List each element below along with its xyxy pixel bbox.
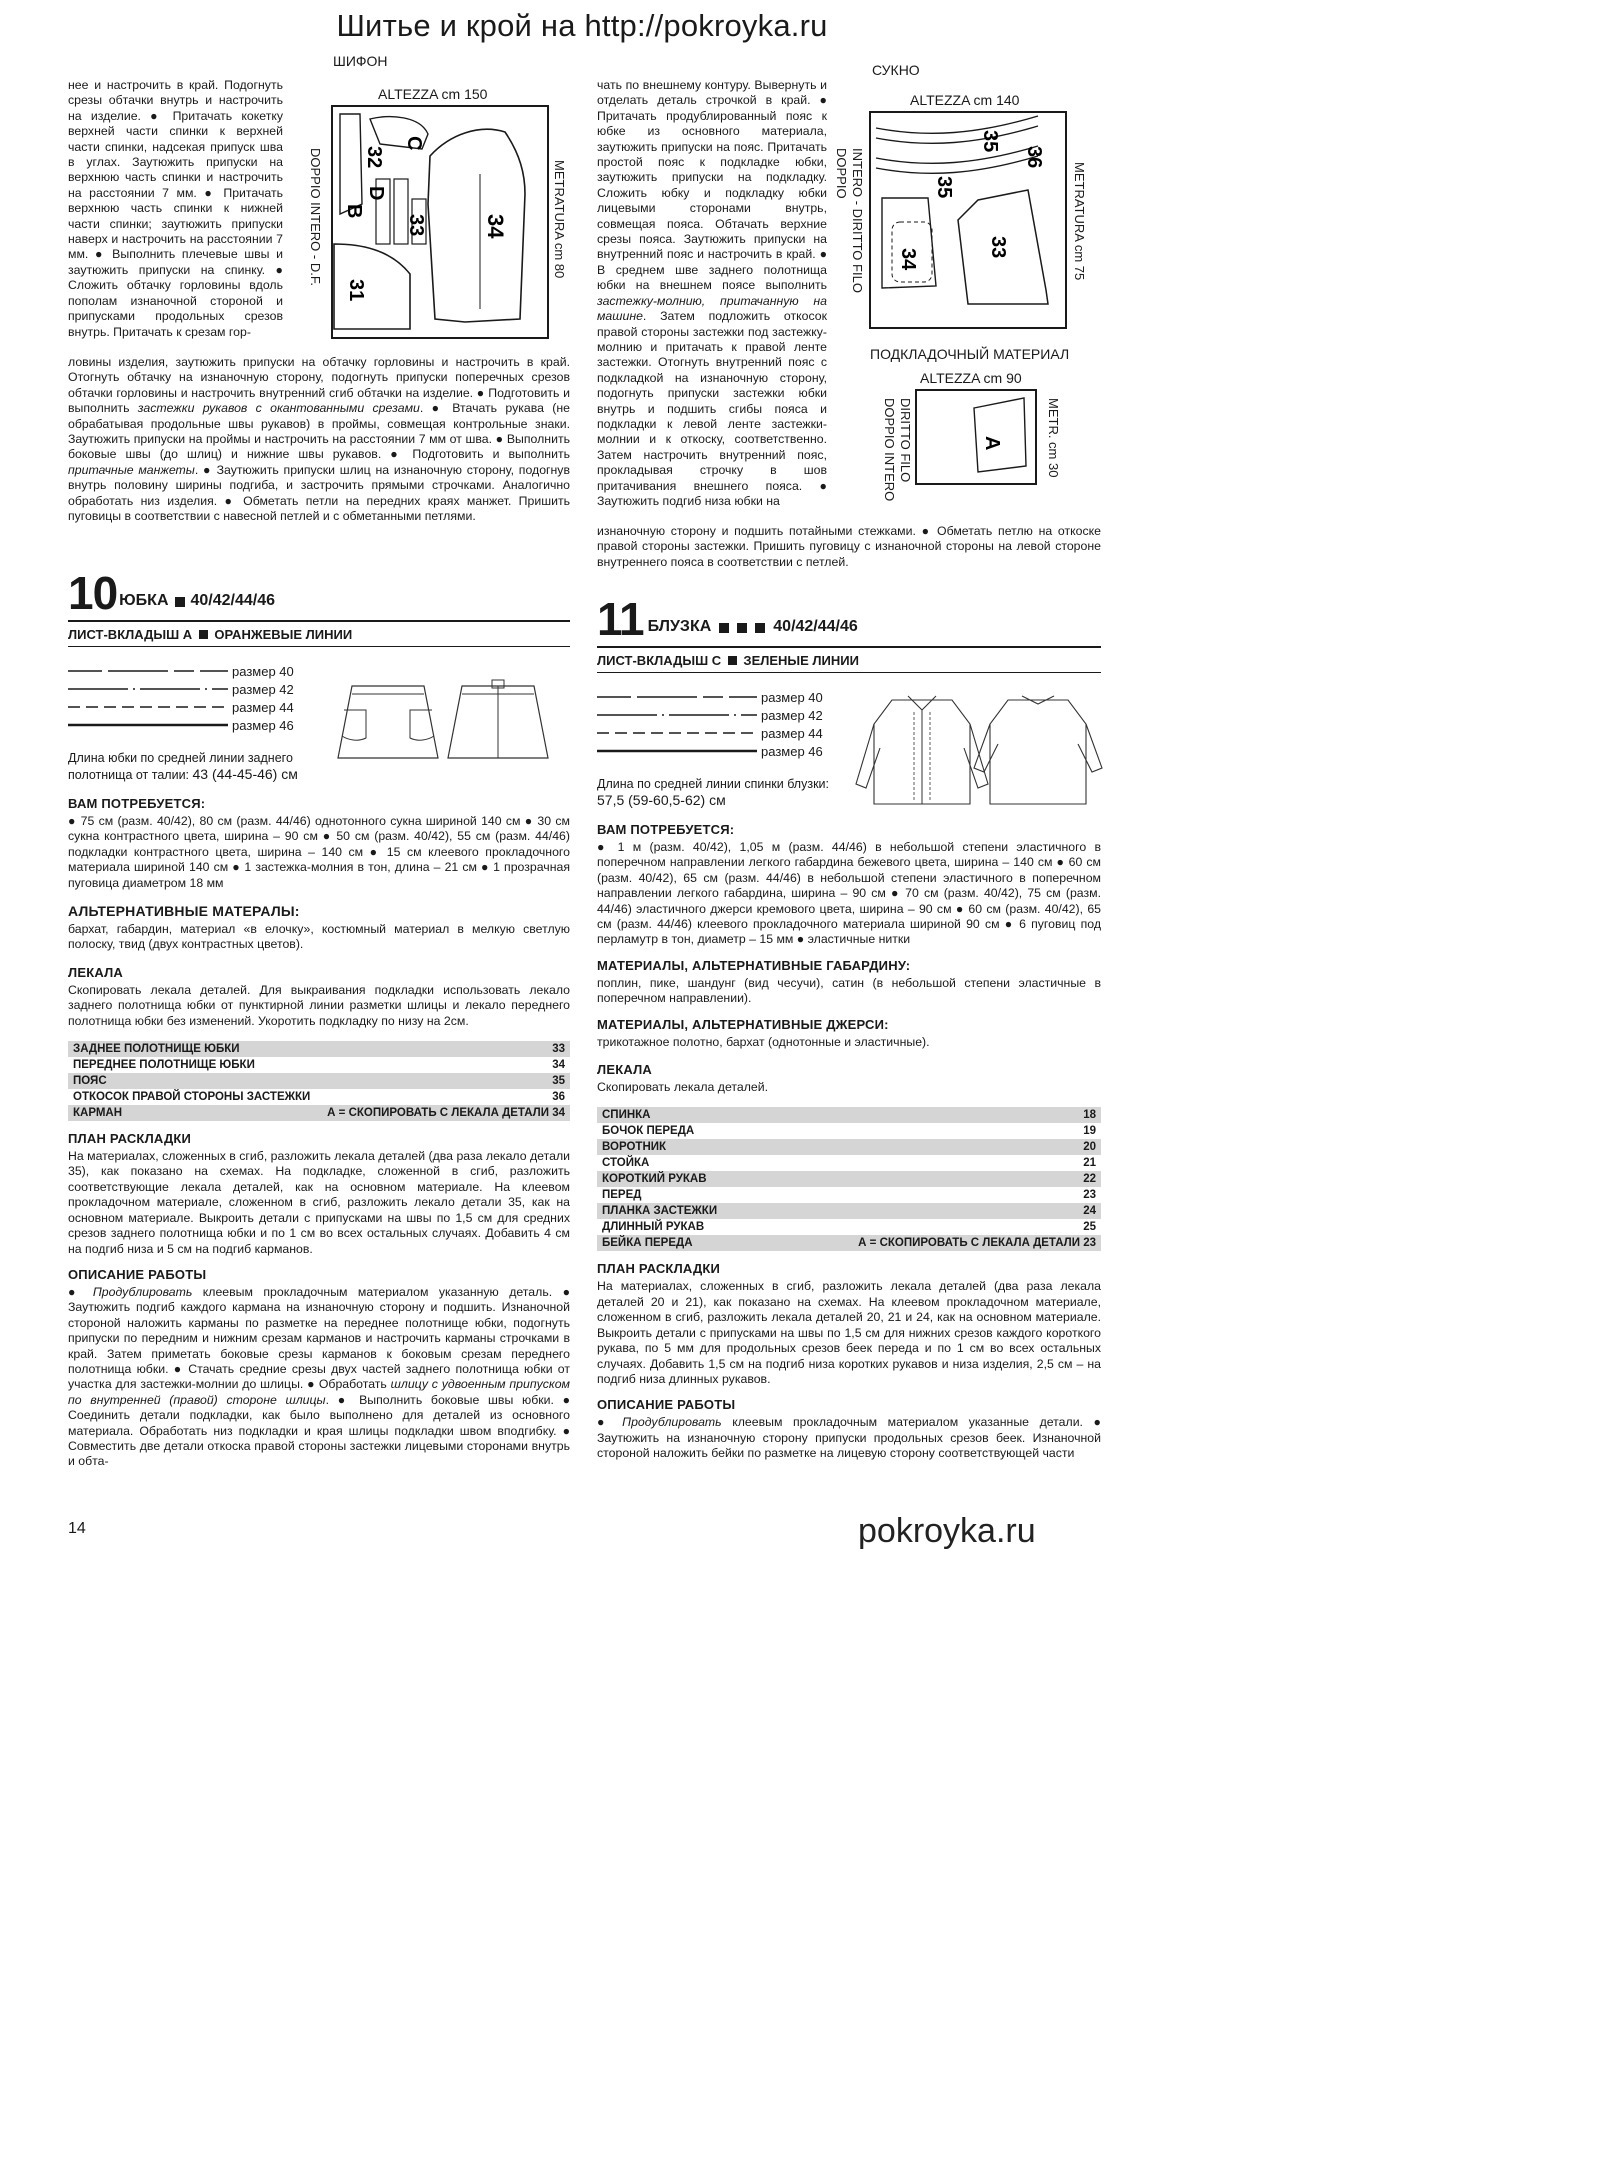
model10-need-text: ● 75 см (разм. 40/42), 80 см (разм. 44/46) однотонного сукна шириной 140 см ● 30 см сукна контрастного цвета, ширина – 90 см ● 50 см (разм. 40/42), 55 см (разм. 44/46) подкладки контрастного цвета, ширина – 140 см ● 15 см клеевого прокладочного материала шириной 140 см ● 1 застежка-молния в тон, длина – 21 см ● 1 прозрачная пуговица диаметром 18 мм [68,814,570,890]
model11-difficulty-square [737,623,747,633]
size-legend-row [68,698,294,716]
table-row [597,1235,1101,1251]
model10-size-legend [68,662,294,734]
model11-patterns-text: Скопировать лекала деталей. [597,1080,769,1095]
italic-term: застежку-молнию, притачанную на машине [597,293,827,324]
model11-rule-top [597,646,1101,648]
prev-text-right-wide: изнаночную сторону и подшить потайными стежками. ● Обметать петлю на откоске правой стороны застежки. Пришить пуговицу с изнаночной стороны на левой стороне внутреннего пояса в соответствии с петлей. [597,524,1101,569]
model11-need-text: ● 1 м (разм. 40/42), 1,05 м (разм. 44/46) в небольшой степени эластичного в поперечном направлении легкого габардина бежевого цвета, ширина – 140 см ● 60 см (разм. 40/42), 65 см (разм. 44/46) в небольшой степени эластичного в поперечном направлении легкого габардина, ширина – 90 см ● 70 см (разм. 40/42), 75 см (разм. 44/46) эластичного джерси кремового цвета, ширина – 90 см ● 60 см (разм. 40/42), 65 см (разм. 44/46) клеевого прокладочного материала шириной 90 см ● 6 пуговиц под перламутр в тон, диаметр – 15 мм ● эластичные нитки [597,840,1101,947]
lining-fold-label-1: DOPPIO INTERO [882,398,897,502]
model10-alt-text: бархат, габардин, материал «в елочку», костюмный материал в мелкую светлую полоску, твид (двух контрастных цветов). [68,922,570,952]
part-name: ПЛАНКА ЗАСТЕЖКИ [597,1203,766,1219]
model11-work-text: ● Продублировать клеевым прокладочным материалом указанные детали. ● Заутюжить на изнаночную сторону припуски продольных срезов беек. Изнаночной стороной наложить бейки по разметке на лицевую сторону соответствующей части [597,1415,1101,1461]
lining-layout-diagram [914,388,1042,488]
model11-layout-title: ПЛАН РАСКЛАДКИ [597,1261,721,1277]
model11-sizes-header: 40/42/44/46 [773,618,858,635]
chiffon-piece-32: 32 [363,146,385,169]
table-row [68,1041,570,1057]
model10-requirements [68,796,570,1470]
model11-sheet-name: ЛИСТ-ВКЛАДЫШ С [597,653,722,668]
part-number: А = СКОПИРОВАТЬ С ЛЕКАЛА ДЕТАЛИ 34 [319,1105,570,1121]
model11-work-title: ОПИСАНИЕ РАБОТЫ [597,1397,736,1413]
cloth-width-label: ALTEZZA cm 140 [910,92,1020,108]
prev-text-right: чать по внешнему контуру. Вывернуть и отделать деталь строчкой в край. ● Притачать продублированный пояс к юбке из основного материала, заутюжить припуски на пояс. Притачать простой пояс к подкладке юбки, заутюжить припуски на подкладку. Сложить юбку и подкладку юбки лицевыми сторонами внутрь, совмещая пояса. Обтачать верхние срезы пояса. Заутюжить припуски на внутренний пояс и настрочить в край. ● В среднем шве заднего полотнища юбки на внешнем поясе выполнить застежку-молнию, притачанную на машине. Затем подложить откосок правой стороны застежки под застежку-молнию и притачать к правой ленте застежки. Отогнуть внутренний пояс с подкладкой на изнаночную сторону, подогнуть припуски застежки юбки внутрь и подшить сгибы пояса и подкладки к левой ленте застежки-молнии и к откоску, соответственно. Затем настрочить внутренний пояс, прокладывая строчку в шов притачивания внешнего пояса. ● Заутюжить подгиб низа юбки на [597,78,827,508]
cloth-fold-label-1: DOPPIO [834,148,849,199]
part-number: 23 [766,1187,1101,1203]
part-name: ДЛИННЫЙ РУКАВ [597,1219,766,1235]
size-label: размер 46 [761,743,823,759]
model11-sheet-color: ЗЕЛЕНЫЕ ЛИНИИ [743,653,859,668]
model11-requirements [597,822,1101,1462]
cloth-piece-35b: 35 [933,176,955,199]
part-number: 33 [319,1041,570,1057]
model11-alt2-text: трикотажное полотно, бархат (однотонные и эластичные). [597,1034,930,1049]
lining-piece-a: A [981,436,1003,451]
model11-difficulty-square [755,623,765,633]
cloth-layout-diagram [868,110,1068,332]
model11-sheet-line [597,653,859,668]
size-line-40 [597,694,759,700]
model10-sizes-header: 40/42/44/46 [190,592,276,609]
model10-layout-title: ПЛАН РАСКЛАДКИ [68,1131,192,1147]
blouse-sketch [852,688,1104,814]
chiffon-width-label: ALTEZZA cm 150 [378,86,488,102]
size-legend-row [597,688,823,706]
size-label: размер 44 [761,725,823,741]
site-header: Шитье и крой на http://pokroyka.ru [336,8,828,43]
size-line-46 [68,722,230,728]
table-row [597,1123,1101,1139]
italic-term: притачные манжеты [68,462,195,477]
part-name: КОРОТКИЙ РУКАВ [597,1171,766,1187]
model10-work-title: ОПИСАНИЕ РАБОТЫ [68,1266,207,1282]
size-line-42 [597,712,759,718]
part-number: 20 [766,1139,1101,1155]
model11-alt1-text: поплин, пике, шандунг (вид чесучи), сатин (в небольшой степени эластичные в поперечном направлении). [597,975,1101,1006]
size-legend-row [597,706,823,724]
size-line-42 [68,686,230,692]
part-name: ПОЯС [68,1073,319,1089]
model11-difficulty-square [719,623,729,633]
chiffon-piece-d: D [365,186,387,201]
model11-rule-sub [597,672,1101,673]
model10-alt-title: АЛЬТЕРНАТИВНЫЕ МАТЕРАЛЫ: [68,903,300,920]
part-name: ПЕРЕД [597,1187,766,1203]
model11-title: БЛУЗКА [647,618,712,635]
model10-difficulty-square [175,597,185,607]
model10-patterns-text: Скопировать лекала деталей. Для выкраивания подкладки использовать лекало заднего полотнища юбки от пунктирной линии разметки шлицы и лекало переднего полотнища юбки без изменений. Укоротить подкладку по низу на 2см. [68,982,570,1028]
size-legend-row [597,724,823,742]
model10-layout-text: На материалах, сложенных в сгиб, разложить лекала деталей (два раза лекало детали 35), как показано на схемах. На подкладке, сложенной в сгиб, разложить соответствующие лекала деталей, как на основном материале. На клеевом прокладочном материале, сложенном в сгиб, разложить лекало детали 35, как на основном материале. Выкроить детали с припусками на швы по 1,5 см для средних срезов заднего полотнища юбки и по 1 см во всех остальных случаях. Добавить 4 см на подгиб низа и 5 см на подгиб карманов. [68,1149,570,1256]
model10-rule-sub [68,646,570,647]
part-name: КАРМАН [68,1105,319,1121]
chiffon-title: ШИФОН [333,53,388,69]
chiffon-length-label: METRATURA cm 80 [552,160,567,279]
italic-term: Продублировать [622,1415,722,1430]
part-number: 19 [766,1123,1101,1139]
model10-number: 10 [68,567,118,619]
size-label: размер 44 [232,699,294,715]
model11-sheet-square [728,656,737,665]
model11-size-legend [597,688,823,760]
size-line-40 [68,668,230,674]
part-name: СТОЙКА [597,1155,766,1171]
lining-length-label: METR. cm 30 [1046,398,1061,478]
table-row [597,1139,1101,1155]
italic-term: шлицу с удвоенным припуском по внутренней (правой) стороне шлицы [68,1377,570,1407]
size-legend-row [68,662,294,680]
chiffon-piece-34: 34 [483,214,508,239]
model11-length-value: 57,5 (59-60,5-62) см [597,792,726,808]
chiffon-layout-diagram [330,104,550,344]
size-label: размер 40 [761,689,823,705]
model10-length-value: 43 (44-45-46) см [192,766,298,782]
footer-site: pokroyka.ru [858,1512,1036,1550]
part-number: 35 [319,1073,570,1089]
lining-fold-label-2: DIRITTO FILO [898,398,913,483]
table-row [68,1057,570,1073]
chiffon-piece-33: 33 [405,214,427,237]
model11-length-text: Длина по средней линии спинки блузки: [597,777,829,791]
table-row [597,1187,1101,1203]
model10-sheet-color: ОРАНЖЕВЫЕ ЛИНИИ [214,627,353,642]
part-number: 25 [766,1219,1101,1235]
model11-need-title: ВАМ ПОТРЕБУЕТСЯ: [597,822,735,837]
part-name: ПЕРЕДНЕЕ ПОЛОТНИЩЕ ЮБКИ [68,1057,319,1073]
part-name: БОЧОК ПЕРЕДА [597,1123,766,1139]
table-row [597,1155,1101,1171]
size-legend-row [597,742,823,760]
model10-length [68,750,328,783]
chiffon-piece-31: 31 [345,279,367,302]
cloth-fold-label-2: INTERO - DIRITTO FILO [850,148,865,293]
model11-number: 11 [597,593,644,645]
part-number: 34 [319,1057,570,1073]
part-number: 24 [766,1203,1101,1219]
model10-work-text: ● Продублировать клеевым прокладочным материалом указанную деталь. ● Заутюжить подгиб каждого кармана на изнаночную сторону и подшить. Изнаночной стороной наложить карманы по разметке на переднее полотнище юбки, подогнуть припуски по передним и нижним срезам карманов и настрочить карманы строчками в край. Затем приметать боковые срезы карманов к боковым срезам переднего полотнища юбки. ● Стачать средние срезы двух частей заднего полотнища юбки от участка для застежки-молнии до шлицы. ● Обработать шлицу с удвоенным припуском по внутренней (правой) стороне шлицы. ● Выполнить боковые швы юбки. ● Соединить детали подкладки, как было выполнено для деталей из основного материала. Обработать низ подкладки и края шлицы подкладки швом вподгибку. ● Совместить две детали откоска правой стороны застежки лицевыми сторонами внутрь и обта- [68,1284,571,1469]
table-row [597,1171,1101,1187]
prev-text-wide: ловины изделия, заутюжить припуски на обтачку горловины и настрочить в край. Отогнуть обтачку на изнаночную сторону, подогнуть припуски поперечных срезов обтачки горловины и настрочить внутренний сгиб обтачки на изделие. ● Подготовить и выполнить застежки рукавов с окантованными срезами. ● Втачать рукава (не обрабатывая продольные швы рукавов) в проймы, совмещая контрольные знаки. Заутюжить припуски на проймы и настрочить на расстоянии 7 мм от шва. ● Выполнить боковые швы (до шлиц) и нижние швы рукавов. ● Подготовить и выполнить притачные манжеты. ● Заутюжить припуски шлиц на изнаночную сторону, подогнув внутрь половину ширины подгиба, и застрочить прямыми строчками. Аналогично обработать низ изделия. ● Обметать петли на передних краях манжет. Пришить пуговицы в соответствии с навесной петлей и с обметанными петлями. [68,355,571,524]
model10-sheet-name: ЛИСТ-ВКЛАДЫШ А [68,627,193,642]
chiffon-piece-c: C [403,136,425,151]
size-label: размер 40 [232,663,294,679]
part-name: ЗАДНЕЕ ПОЛОТНИЩЕ ЮБКИ [68,1041,319,1057]
size-label: размер 42 [761,707,823,723]
chiffon-piece-b: B [343,204,365,219]
skirt-sketch [334,676,566,766]
part-number: 36 [319,1089,570,1105]
part-number: 21 [766,1155,1101,1171]
table-row [68,1073,570,1089]
model10-length-text: Длина юбки по средней линии заднего полотнища от талии: [68,751,293,782]
model10-need-title: ВАМ ПОТРЕБУЕТСЯ: [68,796,206,811]
model11-layout-text: На материалах, сложенных в сгиб, разложить лекала деталей (два раза лекала деталей 20 и 21), как показано на схемах. На клеевом прокладочном материале, сложенном в сгиб, разложить лекала деталей 20, 21 и 24, как на основном материале. Выкроить детали с припусками на швы по 1,5 см для нижних срезов каждого короткого рукава, по 5 мм для продольных срезов беек переда и по 1 см во всех остальных случаях. Добавить 1,5 см на подгиб низа коротких рукавов и низа изделия, 2,5 см – на подгиб низа длинных рукавов. [597,1279,1101,1386]
table-row [68,1105,570,1121]
lining-width-label: ALTEZZA cm 90 [920,370,1022,386]
model10-patterns-title: ЛЕКАЛА [68,964,123,980]
model11-header [597,593,1101,648]
chiffon-fold-label: DOPPIO INTERO - D.F. [308,148,323,286]
italic-term: Продублировать [92,1284,193,1299]
table-row [597,1219,1101,1235]
part-name: БЕЙКА ПЕРЕДА [597,1235,766,1251]
cloth-piece-35a: 35 [979,130,1001,153]
part-number: 18 [766,1107,1101,1123]
prev-text-left: нее и настрочить в край. Подогнуть срезы обтачки внутрь и настрочить на изделие. ● Притачать кокетку верхней части спинки к верхней части спинки, надсекая припуск шва в углах. Заутюжить припуски на верхнюю часть спинки и настрочить на расстоянии 7 мм. ● Притачать верхнюю часть спинки к нижней части спинки; заутюжить припуски наверх и настрочить на расстоянии 7 мм. ● Выполнить плечевые швы и заутюжить припуски на спинку. ● Сложить обтачку горловины вдоль пополам изнаночной стороной и припусками продольных срезов внутрь. Притачать к срезам гор- [68,78,283,339]
part-name: ВОРОТНИК [597,1139,766,1155]
model11-alt1-title: МАТЕРИАЛЫ, АЛЬТЕРНАТИВНЫЕ ГАБАРДИНУ: [597,957,911,973]
page-number: 14 [68,1520,86,1537]
cloth-length-label: METRATURA cm 75 [1072,162,1087,281]
size-line-44 [597,730,759,736]
model10-parts-table [68,1041,570,1121]
cloth-piece-36: 36 [1023,146,1045,169]
size-legend-row [68,716,294,734]
size-label: размер 42 [232,681,294,697]
part-name: СПИНКА [597,1107,766,1123]
table-row [597,1203,1101,1219]
model11-length [597,776,857,809]
part-number: А = СКОПИРОВАТЬ С ЛЕКАЛА ДЕТАЛИ 23 [766,1235,1101,1251]
cloth-piece-33: 33 [987,236,1009,259]
model10-rule-top [68,620,570,622]
model10-header [68,567,570,622]
model11-patterns-title: ЛЕКАЛА [597,1062,652,1078]
size-line-46 [597,748,759,754]
size-line-44 [68,704,230,710]
cloth-title: СУКНО [872,62,920,78]
model10-sheet-line [68,627,352,642]
size-legend-row [68,680,294,698]
model10-sheet-square [199,630,208,639]
lining-title: ПОДКЛАДОЧНЫЙ МАТЕРИАЛ [870,346,1070,362]
model10-title: ЮБКА [119,592,169,609]
size-label: размер 46 [232,717,294,733]
part-number: 22 [766,1171,1101,1187]
italic-term: застежки рукавов с окантованными срезами [137,401,420,416]
model11-parts-table [597,1107,1101,1251]
part-name: ОТКОСОК ПРАВОЙ СТОРОНЫ ЗАСТЕЖКИ [68,1089,319,1105]
cloth-piece-34: 34 [897,248,919,271]
table-row [597,1107,1101,1123]
model11-alt2-title: МАТЕРИАЛЫ, АЛЬТЕРНАТИВНЫЕ ДЖЕРСИ: [597,1016,889,1032]
table-row [68,1089,570,1105]
